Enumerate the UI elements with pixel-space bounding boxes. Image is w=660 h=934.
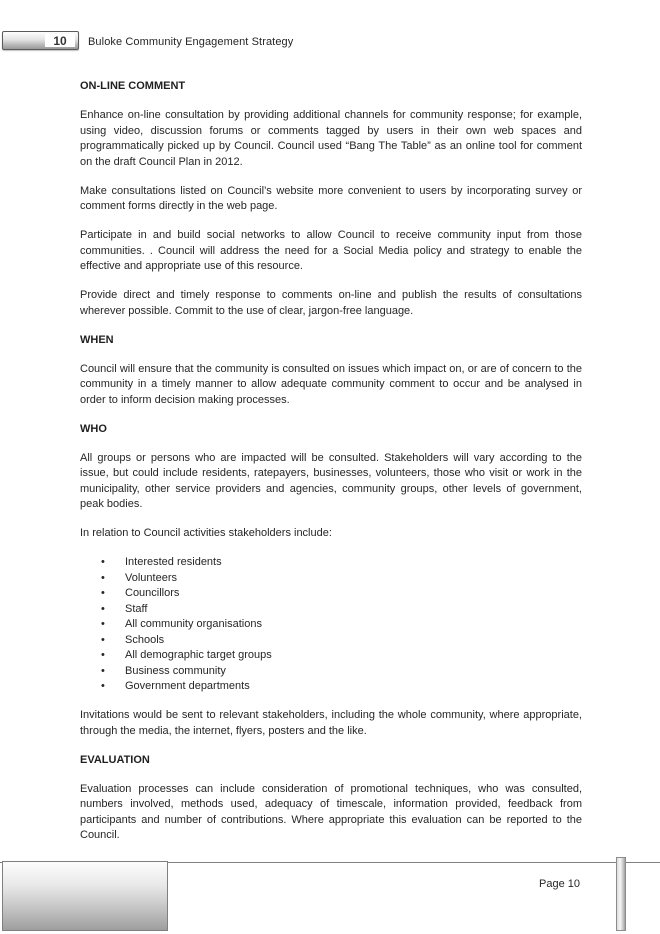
bullet-icon: • [101,664,105,677]
list-item [101,679,582,695]
paragraph-evaluation: Evaluation processes can include consideration of promotional techniques, who was consulted, numbers involved, methods used, adequacy of timescale, information provided, feedback from participants and number of contributions. Where appropriate this evaluation can be reported to the Council. [80,782,582,841]
footer-page-number: Page 10 [539,878,580,890]
footer-decoration-box [2,861,168,931]
bullet-icon: • [101,602,105,615]
footer-decoration-bar [616,857,626,931]
bullet-icon: • [101,649,105,661]
bullet-icon: • [101,633,105,646]
stakeholder-list [80,555,582,695]
page-number-badge [2,31,79,50]
list-item-label: All demographic target groups [125,649,272,661]
paragraph-when: Council will ensure that the community is consulted on issues which impact on, or are of concern to the community in a timely manner to allow adequate community comment to occur and be analysed in order to inform decision making processes. [80,362,582,406]
paragraph-who: All groups or persons who are impacted will be consulted. Stakeholders will vary according to the issue, but could include residents, ratepayers, businesses, volunteers, those who visit or work in the municipality, other service providers and agencies, community groups, other levels of government, peak bodies. [80,451,582,510]
page-number-badge-box [45,34,75,47]
paragraph-online-comment-3: Participate in and build social networks to allow Council to receive community input from those communities. . Council will address the need for a Social Media policy and strategy to enable the effective and appropriate use of this resource. [80,229,582,272]
bullet-icon: • [101,556,105,568]
list-item-label: Staff [125,602,148,615]
paragraph-online-comment-2: Make consultations listed on Council’s website more convenient to users by incorporating survey or comment forms directly in the web page. [80,184,582,212]
list-item [101,586,582,602]
list-item-label: Schools [125,633,165,646]
section-heading-evaluation: EVALUATION [80,753,150,766]
list-item-label: Government departments [125,680,250,692]
list-item [101,602,582,618]
list-item [101,571,582,587]
list-item [101,555,582,571]
document-body [80,79,582,857]
page-number-badge-value: 10 [53,33,67,48]
section-heading-online-comment: ON-LINE COMMENT [80,80,186,92]
paragraph-online-comment-4: Provide direct and timely response to comments on-line and publish the results of consultations wherever possible. Commit to the use of clear, jargon-free language. [80,289,582,317]
bullet-icon: • [101,618,105,630]
bullet-icon: • [101,571,105,584]
list-item-label: All community organisations [125,618,262,630]
paragraph-stakeholders-intro: In relation to Council activities stakeholders include: [80,527,332,539]
document-header-title: Buloke Community Engagement Strategy [88,36,294,48]
list-item [101,648,582,664]
list-item-label: Councillors [125,587,180,599]
list-item-label: Business community [125,664,226,677]
paragraph-online-comment-1: Enhance on-line consultation by providing additional channels for community response; for example, using video, discussion forums or comments tagged by users in their own web spaces and programmatically picked up by Council. Council used “Bang The Table” as an online tool for comment on the draft Council Plan in 2012. [80,109,582,168]
section-heading-when: WHEN [80,333,114,346]
list-item-label: Interested residents [125,556,222,568]
list-item-label: Volunteers [125,571,177,584]
list-item [101,664,582,680]
list-item [101,617,582,633]
bullet-icon: • [101,587,105,599]
bullet-icon: • [101,680,105,692]
list-item [101,633,582,649]
section-heading-who: WHO [80,422,107,435]
paragraph-invitations: Invitations would be sent to relevant stakeholders, including the whole community, where appropriate, through the media, the internet, flyers, posters and the like. [80,709,582,737]
